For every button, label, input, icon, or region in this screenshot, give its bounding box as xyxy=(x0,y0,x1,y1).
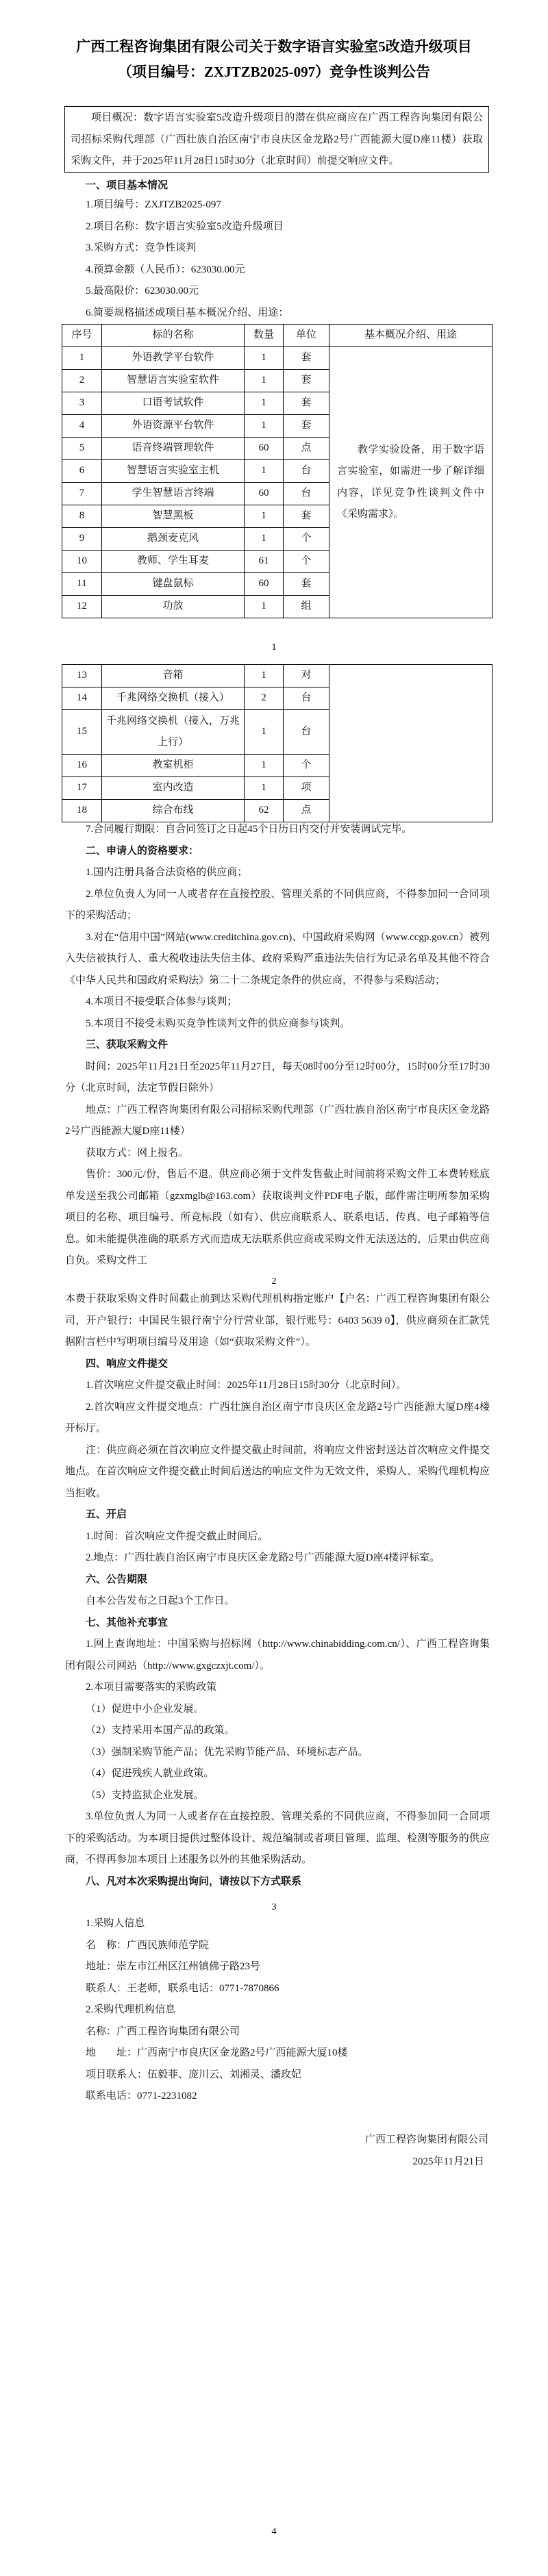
page-number: 4 xyxy=(271,2527,277,2537)
cell-no: 3 xyxy=(62,392,102,415)
cell-unit: 点 xyxy=(284,438,329,460)
cell-no: 7 xyxy=(62,483,102,505)
cell-qty: 1 xyxy=(245,596,284,618)
section-heading-1 xyxy=(65,175,490,197)
cell-qty: 62 xyxy=(245,800,284,822)
cell-no: 18 xyxy=(62,800,102,822)
table-row xyxy=(62,347,493,370)
paragraph-line: （2）支持采用本国产品的政策。 xyxy=(86,1725,235,1736)
paragraph-line: （4）促进残疾人就业政策。 xyxy=(86,1768,214,1779)
paragraph-line: 自本公告发布之日起3个工作日。 xyxy=(86,1595,235,1606)
paragraph-line: 二、申请人的资格要求： xyxy=(86,845,199,857)
cell-no: 10 xyxy=(62,551,102,573)
paragraph-line: 注：供应商必须在首次响应文件提交截止时间前，将响应文件密封送达首次响应文件提交地点。在首次响应文件提交截止时间后送达的响应文件为无效文件，采购人、采购代理机构应当拒收。 xyxy=(65,1444,490,1499)
cell-unit: 台 xyxy=(284,710,329,755)
cell-no: 11 xyxy=(62,573,102,596)
cell-qty: 1 xyxy=(245,415,284,438)
cell-no: 14 xyxy=(62,687,102,710)
paragraph-line: 本费于获取采购文件时间截止前到达采购代理机构指定账户【户名：广西工程咨询集团有限公司，开户银行：中国民生银行南宁分行营业部，银行账号：6403 5639 0】，供应商须在汇款凭据附言栏中写明项目编号及用途（如“获取采购文件”）。 xyxy=(65,1293,490,1348)
paragraph-line: 5.本项目不接受未购买竞争性谈判文件的供应商参与谈判。 xyxy=(86,1018,351,1029)
paragraph-line: 1.首次响应文件提交截止时间：2025年11月28日15时30分（北京时间）。 xyxy=(86,1380,407,1391)
paragraph-line: 三、获取采购文件 xyxy=(86,1039,169,1050)
col-header-qty: 数量 xyxy=(245,325,284,347)
paragraph-line: 联系人：王老师，联系电话：0771-7870866 xyxy=(86,1982,279,1994)
signature-block xyxy=(65,2130,488,2173)
paragraph-line: 1.采购人信息 xyxy=(86,1918,145,1929)
project-overview-box xyxy=(64,106,489,173)
items-table-page2 xyxy=(62,664,493,822)
cell-name: 键盘鼠标 xyxy=(102,573,245,596)
cell-name: 口语考试软件 xyxy=(102,392,245,415)
paragraph-line: 地 址：广西南宁市良庆区金龙路2号广西能源大厦10楼 xyxy=(86,2047,348,2058)
cell-qty: 1 xyxy=(245,505,284,528)
paragraph-line: 2.单位负责人为同一人或者存在直接控股、管理关系的不同供应商，不得参加同一合同项下的采购活动； xyxy=(65,888,490,921)
cell-qty: 1 xyxy=(245,460,284,483)
cell-qty: 1 xyxy=(245,347,284,370)
paragraph-line: 四、响应文件提交 xyxy=(86,1358,169,1369)
project-overview-text: 项目概况：数字语言实验室5改造升级项目的潜在供应商应在广西工程咨询集团有限公司招标采购代理部（广西壮族自治区南宁市良庆区金龙路2号广西能源大厦D座11楼）获取采购文件，并于2025年11月28日15时30分（北京时间）前提交响应文件。 xyxy=(71,112,483,166)
paragraph-line: 1.项目编号：ZXJTZB2025-097 xyxy=(86,199,221,210)
cell-no: 9 xyxy=(62,528,102,551)
paragraph-line: 时间：2025年11月21日至2025年11月27日，每天08时00分至12时00分，15时00分至17时30分（北京时间，法定节假日除外） xyxy=(65,1061,490,1094)
table-row xyxy=(62,665,493,687)
merged-desc-cell xyxy=(329,347,493,618)
cell-no: 13 xyxy=(62,665,102,687)
cell-name: 千兆网络交换机（接入，万兆上行） xyxy=(102,710,245,755)
paragraph-line: 名称：广西工程咨询集团有限公司 xyxy=(86,2025,240,2037)
cell-unit: 个 xyxy=(284,755,329,777)
cell-no: 15 xyxy=(62,710,102,755)
cell-no: 17 xyxy=(62,777,102,800)
paragraph-line: 2.地点：广西壮族自治区南宁市良庆区金龙路2号广西能源大厦D座4楼评标室。 xyxy=(86,1552,440,1563)
paragraph-line: 五、开启 xyxy=(86,1509,127,1520)
page-number: 3 xyxy=(271,1902,277,1912)
cell-name: 外语资源平台软件 xyxy=(102,415,245,438)
paragraph-line: 2.本项目需要落实的采购政策 xyxy=(86,1682,217,1693)
cell-name: 教室机柜 xyxy=(102,755,245,777)
col-header-name: 标的名称 xyxy=(102,325,245,347)
paragraph-line: 六、公告期限 xyxy=(86,1574,148,1585)
document-title-line1: 广西工程咨询集团有限公司关于数字语言实验室5改造升级项目 xyxy=(76,38,472,55)
paragraph-line: （5）支持监狱企业发展。 xyxy=(86,1789,204,1801)
cell-no: 6 xyxy=(62,460,102,483)
paragraph-line: 5.最高限价：623030.00元 xyxy=(86,286,199,296)
cell-unit: 台 xyxy=(284,460,329,483)
paragraph-line: 2.采购代理机构信息 xyxy=(86,2004,176,2015)
cell-no: 5 xyxy=(62,438,102,460)
items-table-page1 xyxy=(62,324,493,618)
cell-qty: 1 xyxy=(245,665,284,687)
cell-no: 16 xyxy=(62,755,102,777)
section-heading-text: 一、项目基本情况 xyxy=(86,180,169,191)
paragraph-line: 3.单位负责人为同一人或者存在直接控股、管理关系的不同供应商，不得参加同一合同项下的采购活动。为本项目提供过整体设计、规范编制或者项目管理、监理、检测等服务的供应商，不得再参加本项目上述服务以外的其他采购活动。 xyxy=(65,1811,490,1865)
project-basic-items xyxy=(65,194,490,324)
cell-name: 学生智慧语言终端 xyxy=(102,483,245,505)
body-paragraphs-a xyxy=(65,819,490,1272)
cell-qty: 60 xyxy=(245,573,284,596)
paragraph-line: 2.项目名称：数字语言实验室5改造升级项目 xyxy=(86,220,284,232)
paragraph-line: 4.本项目不接受联合体参与谈判； xyxy=(86,996,238,1007)
paragraph-line: （1）促进中小企业发展。 xyxy=(86,1703,204,1715)
signature-company: 广西工程咨询集团有限公司 xyxy=(364,2134,488,2145)
merged-desc-cell xyxy=(329,665,493,822)
cell-unit: 套 xyxy=(284,392,329,415)
cell-unit: 对 xyxy=(284,665,329,687)
paragraph-line: 七、其他补充事宜 xyxy=(86,1617,169,1628)
cell-name: 语音终端管理软件 xyxy=(102,438,245,460)
cell-unit: 台 xyxy=(284,483,329,505)
cell-unit: 台 xyxy=(284,687,329,710)
page-number: 1 xyxy=(271,642,277,653)
paragraph-line: 八、凡对本次采购提出询问，请按以下方式联系 xyxy=(86,1876,302,1887)
col-header-unit: 单位 xyxy=(284,325,329,347)
col-header-desc: 基本概况介绍、用途 xyxy=(329,325,493,347)
paragraph-line: 4.预算金额（人民币）：623030.00元 xyxy=(86,264,245,275)
cell-name: 室内改造 xyxy=(102,777,245,800)
cell-qty: 1 xyxy=(245,710,284,755)
paragraph-line: 6.简要规格描述或项目基本概况介绍、用途： xyxy=(86,307,289,318)
cell-unit: 套 xyxy=(284,370,329,392)
document-title-line2: （项目编号：ZXJTZB2025-097）竞争性谈判公告 xyxy=(117,64,431,80)
cell-name: 智慧语言实验室主机 xyxy=(102,460,245,483)
cell-name: 综合布线 xyxy=(102,800,245,822)
paragraph-line: 1.网上查询地址：中国采购与招标网（http://www.chinabidding.com.cn/）、广西工程咨询集团有限公司网站（http://www.gxgczxjt.com/）。 xyxy=(65,1639,490,1671)
signature-date: 2025年11月21日 xyxy=(412,2156,484,2167)
table-header-row xyxy=(62,325,493,347)
paragraph-line: 1.国内注册具备合法资格的供应商； xyxy=(86,867,248,878)
cell-no: 12 xyxy=(62,596,102,618)
cell-qty: 1 xyxy=(245,777,284,800)
cell-unit: 套 xyxy=(284,347,329,370)
contact-info xyxy=(65,1913,490,2108)
cell-qty: 2 xyxy=(245,687,284,710)
cell-qty: 1 xyxy=(245,370,284,392)
paragraph-line: 3.采购方式：竞争性谈判 xyxy=(86,242,197,253)
page-number: 2 xyxy=(271,1276,277,1287)
cell-unit: 套 xyxy=(284,505,329,528)
paragraph-line: 项目联系人：伍毅菲、庞川云、刘湘灵、潘玫妃 xyxy=(86,2069,302,2080)
cell-name: 智慧黑板 xyxy=(102,505,245,528)
cell-qty: 60 xyxy=(245,438,284,460)
merged-desc-text: 教学实验设备，用于数字语言实验室，如需进一步了解详细内容，详见竞争性谈判文件中《采购需求》。 xyxy=(337,444,484,520)
cell-unit: 套 xyxy=(284,415,329,438)
paragraph-line: 3.对在“信用中国”网站(www.creditchina.gov.cn)、中国政府采购网（www.ccgp.gov.cn）被列入失信被执行人、重大税收违法失信主体、政府采购严重违法失信行为记录名单及其他不符合《中华人民共和国政府采购法》第二十二条规定条件的供应商，不得参与采购活动； xyxy=(65,931,490,986)
paragraph-line: 地址：崇左市江州区江州镇佛子路23号 xyxy=(86,1961,261,1972)
cell-qty: 1 xyxy=(245,392,284,415)
body-paragraphs-b xyxy=(65,1289,490,1893)
paragraph-line: 售价：300元/份，售后不退。供应商必须于文件发售截止时间前将采购文件工本费转账底单发送至我公司邮箱（gzxmglb@163.com）获取谈判文件PDF电子版，邮件需注明所参加采购项目的名称、项目编号、所竞标段（如有）、供应商联系人、联系电话、传真、电子邮箱等信息。如未能提供准确的联系方式而造成无法联系供应商或采购文件无法送达的，后果由供应商自负。采购文件工 xyxy=(65,1169,490,1266)
cell-name: 音箱 xyxy=(102,665,245,687)
cell-qty: 60 xyxy=(245,483,284,505)
paragraph-line: 7.合同履行期限：自合同签订之日起45个日历日内交付并安装调试完毕。 xyxy=(86,824,412,835)
paragraph-line: 2.首次响应文件提交地点：广西壮族自治区南宁市良庆区金龙路2号广西能源大厦D座4楼开标厅。 xyxy=(65,1401,490,1434)
cell-unit: 项 xyxy=(284,777,329,800)
cell-name: 鹅颈麦克风 xyxy=(102,528,245,551)
cell-name: 功放 xyxy=(102,596,245,618)
cell-no: 2 xyxy=(62,370,102,392)
cell-unit: 点 xyxy=(284,800,329,822)
paragraph-line: 名 称：广西民族师范学院 xyxy=(86,1939,210,1951)
cell-unit: 个 xyxy=(284,528,329,551)
paragraph-line: 1.时间：首次响应文件提交截止时间后。 xyxy=(86,1530,269,1542)
cell-name: 千兆网络交换机（接入） xyxy=(102,687,245,710)
paragraph-line: （3）强制采购节能产品；优先采购节能产品、环境标志产品。 xyxy=(86,1746,369,1758)
col-header-no: 序号 xyxy=(62,325,102,347)
paragraph-line: 地点：广西工程咨询集团有限公司招标采购代理部（广西壮族自治区南宁市良庆区金龙路2号广西能源大厦D座11楼） xyxy=(65,1104,490,1137)
cell-name: 智慧语言实验室软件 xyxy=(102,370,245,392)
cell-qty: 1 xyxy=(245,528,284,551)
paragraph-line: 获取方式：网上报名。 xyxy=(86,1147,189,1159)
cell-unit: 个 xyxy=(284,551,329,573)
cell-no: 4 xyxy=(62,415,102,438)
cell-qty: 61 xyxy=(245,551,284,573)
paragraph-line: 联系电话：0771-2231082 xyxy=(86,2091,197,2101)
cell-unit: 套 xyxy=(284,573,329,596)
cell-qty: 1 xyxy=(245,755,284,777)
cell-no: 8 xyxy=(62,505,102,528)
cell-no: 1 xyxy=(62,347,102,370)
cell-unit: 组 xyxy=(284,596,329,618)
cell-name: 教师、学生耳麦 xyxy=(102,551,245,573)
cell-name: 外语教学平台软件 xyxy=(102,347,245,370)
document-title xyxy=(0,34,548,85)
